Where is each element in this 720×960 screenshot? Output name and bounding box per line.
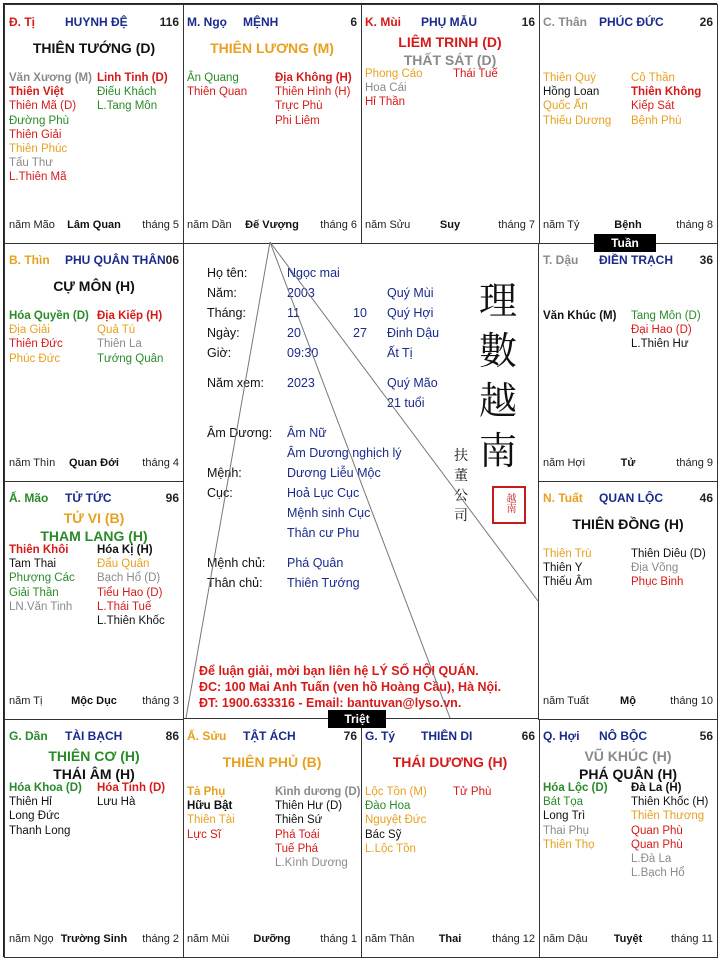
minor-star: Giải Thần (9, 586, 59, 599)
triangle-lines (4, 4, 718, 958)
am-duong-value: Âm Nữ (287, 426, 327, 440)
year-label: năm Dần (187, 219, 232, 231)
month-label: tháng 6 (320, 219, 357, 231)
minor-star: Trực Phù (275, 100, 323, 113)
minor-star: L.Bạch Hổ (631, 867, 685, 880)
minor-star: Văn Khúc (M) (543, 310, 617, 322)
main-star: PHÁ QUÂN (H) (579, 766, 677, 782)
month-label: tháng 12 (492, 933, 535, 945)
minor-star: Thiên Phúc (9, 142, 68, 155)
palace-branch: B. Thìn (9, 253, 50, 267)
life-stage: Dưỡng (253, 933, 291, 945)
palace-name: PHỤ MẪU (421, 15, 477, 29)
cuc-label: Cục: (207, 486, 233, 500)
minor-star: Thiên Đức (9, 338, 63, 351)
minor-star: L.Đà La (631, 852, 672, 865)
minor-star: Đẩu Quân (97, 558, 150, 571)
minor-star: Tả Phụ (187, 786, 226, 798)
minor-star: Tiểu Hao (D) (97, 586, 163, 599)
main-star: THIÊN LƯƠNG (M) (210, 40, 334, 56)
minor-star: Bát Tọa (543, 796, 584, 809)
palace-name: NÔ BỘC (599, 729, 647, 743)
minor-star: Đại Hao (D) (631, 324, 692, 337)
minor-star: Thai Phụ (543, 824, 590, 837)
cuc-value: Hoả Lục Cục (287, 486, 360, 500)
minor-star: Tang Môn (D) (631, 310, 701, 322)
gio-can-chi: Ất Tị (387, 346, 413, 360)
minor-star: Hóa Khoa (D) (9, 782, 82, 794)
minor-star: Kiếp Sát (631, 100, 675, 113)
year-label: năm Sửu (365, 219, 411, 231)
minor-star: L.Lộc Tồn (365, 842, 416, 855)
year-label: năm Tị (9, 695, 43, 707)
thang-label: Tháng: (207, 306, 246, 320)
calligraphy-small-char: 扶 (454, 448, 468, 464)
minor-star: Thái Tuế (453, 68, 498, 80)
minor-star: Bạch Hổ (D) (97, 572, 161, 585)
menh-value: Dương Liễu Mộc (287, 466, 381, 480)
calligraphy-small-char: 公 (454, 488, 468, 504)
palace-branch: G. Tý (365, 729, 396, 743)
thang-am-value: 10 (353, 306, 367, 320)
palace-name: MỆNH (243, 15, 279, 29)
minor-star: Hoa Cái (365, 82, 407, 95)
contact-phone-email: ĐT: 1900.633316 - Email: bantuvan@lyso.vn. (199, 696, 462, 710)
minor-star: Thiên Diêu (D) (631, 548, 706, 560)
minor-star: Thiên La (97, 338, 142, 351)
nam-label: Năm: (207, 286, 237, 300)
minor-star: Thiếu Dương (543, 114, 612, 127)
minor-star: Nguyệt Đức (365, 814, 427, 827)
thang-value: 11 (287, 306, 300, 320)
minor-star: Hỉ Thần (365, 96, 406, 109)
life-stage: Tuyệt (613, 933, 643, 945)
palace-number: 36 (699, 253, 713, 267)
minor-star: Thiên Trù (543, 548, 592, 560)
minor-star: Địa Kiếp (H) (97, 310, 163, 322)
minor-star: L.Thiên Mã (9, 171, 67, 184)
minor-star: Tam Thai (9, 558, 57, 571)
palace-branch: N. Tuất (543, 491, 583, 505)
minor-star: Thiên Khốc (H) (631, 796, 709, 809)
ho-ten-label: Họ tên: (207, 266, 248, 280)
nam-xem-label: Năm xem: (207, 376, 264, 390)
life-stage: Mộ (620, 695, 636, 707)
minor-star: Thiên Không (631, 86, 702, 99)
ngay-value: 20 (287, 326, 301, 340)
nam-can-chi: Quý Mùi (387, 286, 434, 300)
minor-star: Linh Tinh (D) (97, 72, 168, 84)
year-label: năm Dậu (543, 933, 588, 945)
minor-star: Thiên Sứ (275, 814, 323, 827)
menh-chu-value: Phá Quân (287, 556, 344, 570)
minor-star: L.Thái Tuế (97, 600, 152, 613)
minor-star: Thiên Tài (187, 814, 235, 827)
nam-xem-can-chi: Quý Mão (387, 376, 438, 390)
tu-vi-chart (3, 3, 717, 957)
minor-star: L.Thiên Hư (631, 338, 689, 351)
minor-star: Cô Thần (631, 72, 675, 84)
main-star: CỰ MÔN (H) (53, 278, 135, 294)
minor-star: Lưu Hà (97, 796, 136, 809)
menh-chu-label: Mệnh chủ: (207, 556, 266, 570)
year-label: năm Mùi (187, 933, 230, 945)
palace-branch: M. Ngọ (187, 15, 227, 29)
main-star: THÁI DƯƠNG (H) (392, 754, 508, 770)
minor-star: Tử Phù (453, 786, 492, 798)
minor-star: Long Trì (543, 810, 586, 823)
palace-number: 116 (159, 15, 179, 29)
minor-star: Thiên Thương (631, 810, 705, 823)
minor-star: Thiếu Âm (543, 576, 593, 589)
month-label: tháng 7 (498, 219, 535, 231)
month-label: tháng 10 (670, 695, 713, 707)
minor-star: Đường Phù (9, 114, 69, 127)
minor-star: Phi Liêm (275, 114, 320, 127)
palace-name: TÀI BẠCH (65, 729, 123, 743)
main-star: THAM LANG (H) (40, 528, 148, 544)
main-star: THÁI ÂM (H) (53, 766, 135, 782)
palace-number: 66 (521, 729, 535, 743)
minor-star: Thiên Việt (9, 86, 64, 99)
calligraphy-char: 數 (478, 329, 517, 373)
minor-star: Địa Giải (9, 324, 50, 337)
than-cu: Thân cư Phu (287, 526, 360, 540)
am-duong-label: Âm Dương: (207, 426, 273, 440)
palace-name: PHU QUÂN THÂN (65, 253, 166, 267)
year-label: năm Tuất (543, 695, 589, 707)
minor-star: Thiên Quan (187, 86, 248, 99)
palace-branch: G. Dần (9, 729, 48, 743)
minor-star: Điếu Khách (97, 86, 157, 99)
minor-star: Phượng Các (9, 572, 75, 585)
minor-star: Đà La (H) (631, 782, 682, 794)
triet-tag: Triệt (328, 710, 386, 728)
life-stage: Bệnh (614, 219, 642, 231)
minor-star: Hóa Quyền (D) (9, 310, 89, 322)
palace-name: TỬ TỨC (65, 491, 112, 505)
gio-label: Giờ: (207, 346, 232, 360)
line-3 (270, 242, 538, 601)
nam-value: 2003 (287, 286, 315, 300)
palace-number: 06 (165, 253, 179, 267)
palace-number: 96 (165, 491, 179, 505)
minor-star: Phục Binh (631, 576, 684, 589)
year-label: năm Mão (9, 219, 55, 231)
life-stage: Đế Vượng (245, 219, 299, 231)
palace-branch: C. Thân (543, 15, 587, 29)
palace-name: TẬT ÁCH (243, 729, 296, 743)
main-star: THIÊN ĐỒNG (H) (572, 516, 684, 532)
year-label: năm Thân (365, 933, 415, 945)
calligraphy-char: 南 (478, 429, 517, 473)
life-stage: Trường Sinh (60, 933, 128, 945)
minor-star: Thiên Hư (D) (275, 800, 343, 813)
minor-star: Thiên Mã (D) (9, 100, 77, 113)
menh-label: Mệnh: (207, 466, 242, 480)
main-star: THIÊN TƯỚNG (D) (32, 40, 156, 56)
life-stage: Quan Đới (69, 457, 119, 469)
line-2 (270, 242, 450, 718)
palace-number: 56 (699, 729, 713, 743)
minor-star: Tuế Phá (275, 842, 319, 855)
minor-star: Quốc Ấn (543, 100, 588, 113)
minor-star: Phá Toái (275, 828, 320, 841)
palace-branch: K. Mùi (365, 15, 401, 29)
calligraphy-char: 越 (478, 379, 517, 423)
year-label: năm Hợi (543, 457, 586, 469)
palace-number: 86 (165, 729, 179, 743)
palace-name: THIÊN DI (421, 729, 473, 743)
calligraphy-char: 理 (478, 279, 517, 323)
palace-name: PHÚC ĐỨC (599, 15, 664, 29)
minor-star: Văn Xương (M) (9, 72, 92, 84)
main-star: THIÊN CƠ (H) (48, 748, 140, 764)
palace-number: 6 (350, 15, 357, 29)
life-stage: Thai (438, 933, 462, 945)
ho-ten-value: Ngọc mai (287, 266, 340, 280)
palace-name: HUYNH ĐỆ (65, 15, 128, 29)
minor-star: Lực Sĩ (187, 828, 221, 841)
contact-line-1: Để luận giải, mời bạn liên hệ LÝ SỐ HỘI QUÁN. (199, 664, 479, 678)
minor-star: Hóa Tinh (D) (97, 782, 166, 794)
than-chu-label: Thân chủ: (207, 576, 263, 590)
tuan-tag: Tuần (594, 234, 656, 252)
minor-star: Quan Phù (631, 824, 683, 837)
palace-branch: Ấ. Mão (9, 491, 49, 505)
month-label: tháng 3 (142, 695, 179, 707)
month-label: tháng 11 (670, 933, 713, 945)
ngay-am-value: 27 (353, 326, 367, 340)
month-label: tháng 9 (676, 457, 713, 469)
ngay-label: Ngày: (207, 326, 240, 340)
minor-star: Tấu Thư (9, 157, 53, 170)
minor-star: Quả Tú (97, 324, 136, 337)
palace-branch: T. Dậu (543, 253, 579, 267)
minor-star: Thiên Giải (9, 128, 62, 141)
palace-number: 76 (343, 729, 357, 743)
minor-star: Địa Không (H) (275, 72, 352, 84)
minor-star: Thiên Khôi (9, 544, 69, 556)
minor-star: Phúc Đức (9, 352, 61, 365)
month-label: tháng 1 (320, 933, 357, 945)
palace-name: QUAN LỘC (599, 491, 663, 505)
minor-star: Bác Sỹ (365, 828, 402, 841)
minor-star: Kình dương (D) (275, 786, 361, 798)
palace-branch: Q. Hợi (543, 729, 580, 743)
palace-name: ĐIỀN TRẠCH (599, 253, 673, 267)
calligraphy-small-char: 司 (454, 508, 468, 524)
nam-xem-value: 2023 (287, 376, 315, 390)
seal-text: 越南 (504, 493, 515, 513)
minor-star: Thiên Hình (H) (275, 86, 351, 99)
ngay-can-chi: Đinh Dậu (387, 326, 440, 340)
main-star: THIÊN PHỦ (B) (222, 754, 322, 770)
minor-star: Hồng Loan (543, 86, 600, 99)
year-label: năm Tý (543, 219, 580, 231)
minor-star: L.Tang Môn (97, 100, 158, 113)
minor-star: Hữu Bật (187, 800, 233, 813)
minor-star: Địa Võng (631, 562, 679, 575)
gio-value: 09:30 (287, 346, 319, 360)
life-stage: Mộc Dục (71, 695, 117, 707)
minor-star: Thiên Hỉ (9, 796, 52, 809)
minor-star: Phong Cáo (365, 68, 423, 80)
month-label: tháng 4 (142, 457, 179, 469)
contact-address: ĐC: 100 Mai Anh Tuấn (ven hồ Hoàng Cầu), Hà Nội. (199, 680, 502, 694)
minor-star: Thiên Quý (543, 72, 597, 84)
palace-branch: Đ. Tị (9, 15, 35, 29)
minor-star: Tướng Quân (97, 352, 164, 365)
minor-star: LN.Văn Tinh (9, 600, 73, 613)
minor-star: Ân Quang (187, 72, 239, 84)
palace-number: 26 (699, 15, 713, 29)
minor-star: Lộc Tồn (M) (365, 786, 427, 798)
main-star: LIÊM TRINH (D) (398, 34, 502, 50)
main-star: THẤT SÁT (D) (403, 52, 497, 68)
main-star: VŨ KHÚC (H) (584, 748, 672, 764)
thang-can-chi: Quý Hợi (387, 306, 434, 320)
minor-star: Quan Phù (631, 838, 683, 851)
than-chu-value: Thiên Tướng (287, 576, 360, 590)
minor-star: Hóa Kị (H) (97, 544, 153, 556)
minor-star: Hóa Lộc (D) (543, 782, 608, 794)
minor-star: Bệnh Phù (631, 114, 682, 127)
minor-star: Long Đức (9, 810, 60, 823)
calligraphy-small-char: 董 (454, 468, 468, 484)
life-stage: Lâm Quan (67, 219, 121, 231)
minor-star: Thiên Thọ (543, 838, 595, 851)
main-star: TỬ VI (B) (63, 510, 125, 526)
palace-number: 46 (699, 491, 713, 505)
minor-star: L.Thiên Khốc (97, 614, 165, 627)
am-duong-note: Âm Dương nghịch lý (287, 446, 402, 460)
palace-branch: Ấ. Sửu (187, 729, 227, 743)
life-stage: Suy (439, 219, 461, 231)
minor-star: Đào Hoa (365, 800, 411, 813)
cuc-relation: Mệnh sinh Cục (287, 506, 371, 520)
minor-star: L.Kình Dương (275, 856, 348, 869)
year-label: năm Thìn (9, 457, 56, 469)
line-1 (186, 242, 273, 718)
palace-number: 16 (521, 15, 535, 29)
month-label: tháng 2 (142, 933, 179, 945)
minor-star: Thanh Long (9, 824, 71, 837)
year-label: năm Ngọ (9, 933, 54, 945)
tuoi-value: 21 tuổi (387, 396, 425, 410)
life-stage: Tử (620, 457, 636, 469)
month-label: tháng 5 (142, 219, 179, 231)
minor-star: Thiên Y (543, 562, 583, 575)
month-label: tháng 8 (676, 219, 713, 231)
